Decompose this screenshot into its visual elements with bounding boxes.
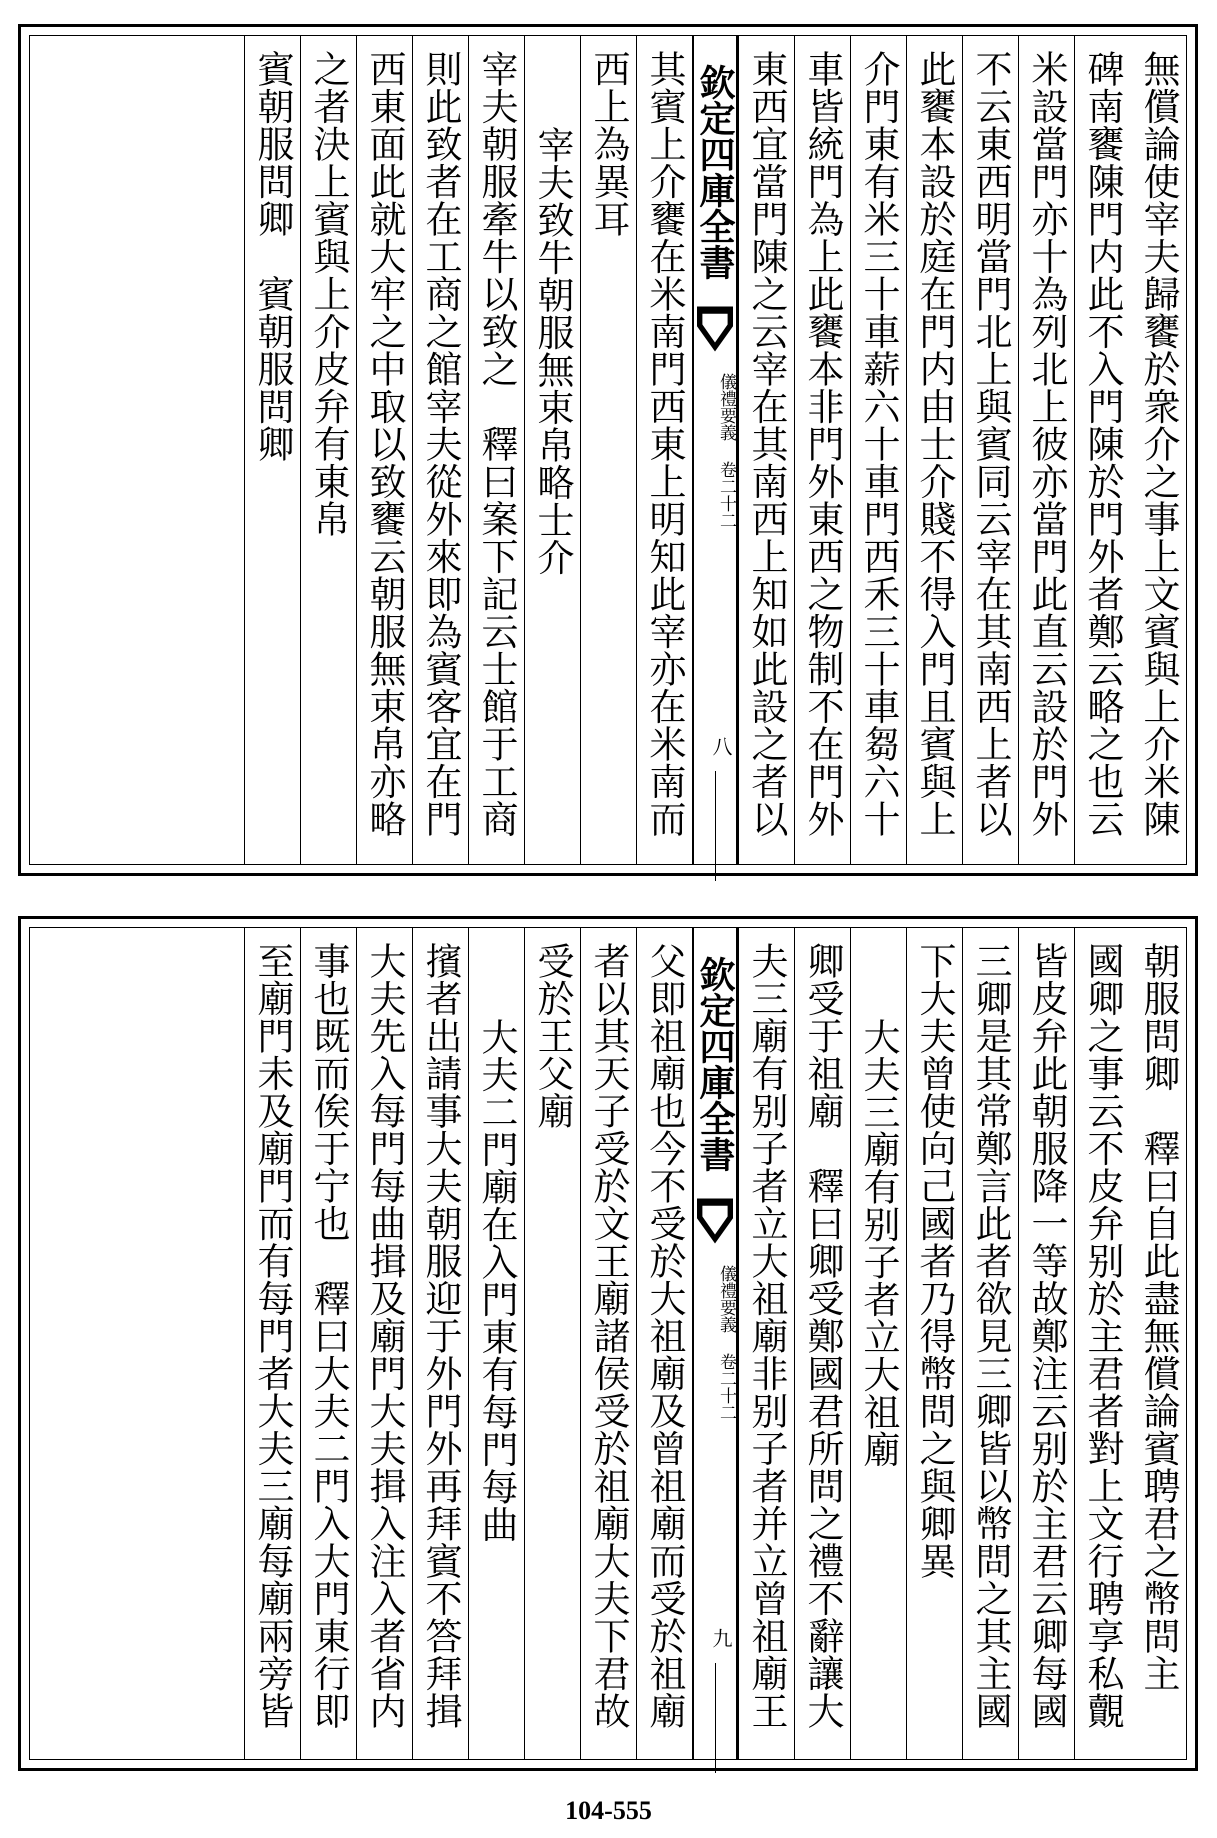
text-column: 賓朝服問卿 賓朝服問卿 — [244, 36, 300, 864]
text-column: 西東面此就大牢之中取以致饔云朝服無束帛亦略 — [356, 36, 412, 864]
text-column: 大夫先入每門每曲揖及廟門大夫揖入注入者省内 — [356, 928, 412, 1759]
text-column: 此饔本設於庭在門内由士介賤不得入門且賓與上 — [906, 36, 962, 864]
text-column: 擯者出請事大夫朝服迎于外門外再拜賓不答拜揖 — [412, 928, 468, 1759]
text-column: 宰夫朝服牽牛以致之 釋曰案下記云士館于工商 — [468, 36, 524, 864]
text-column: 其賓上介饔在米南門西東上明知此宰亦在米南而 — [636, 36, 692, 864]
gutter-rule — [715, 1663, 716, 1773]
top-page-frame — [18, 24, 1198, 876]
text-column: 下大夫曾使向己國者乃得幣問之與卿異 — [906, 928, 962, 1759]
text-column: 受於王父廟 — [524, 928, 580, 1759]
text-column: 卿受于祖廟 釋曰卿受鄭國君所問之禮不辭讓大 — [794, 928, 850, 1759]
text-column: 皆皮弁此朝服降一等故鄭注云别於主君云卿每國 — [1018, 928, 1074, 1759]
text-column: 碑南饔陳門内此不入門陳於門外者鄭云略之也云 — [1074, 36, 1130, 864]
volume-label: 儀禮要義 卷二十二 — [716, 373, 736, 529]
text-column: 至廟門未及廟門而有每門者大夫三廟每廟兩旁皆 — [244, 928, 300, 1759]
text-column: 事也既而俟于宁也 釋曰大夫二門入大門東行即 — [300, 928, 356, 1759]
bottom-page-frame — [18, 916, 1198, 1771]
collection-title: 欽定四庫全書 — [694, 64, 736, 280]
bottom-text-block — [29, 927, 1187, 1760]
text-column: 夫三廟有别子者立大祖廟非别子者并立曾祖廟王 — [738, 928, 794, 1759]
gutter-rule — [715, 771, 716, 881]
text-column: 宰夫致牛朝服無束帛略士介 — [524, 36, 580, 864]
collection-title: 欽定四庫全書 — [694, 956, 736, 1172]
text-column: 米設當門亦十為列北上彼亦當門此直云設於門外 — [1018, 36, 1074, 864]
text-column: 朝服問卿 釋曰自此盡無償論賓聘君之幣問主 — [1137, 942, 1180, 1692]
text-column: 父即祖廟也今不受於大祖廟及曾祖廟而受於祖廟 — [636, 928, 692, 1759]
text-column: 大夫三廟有别子者立大祖廟 — [850, 928, 906, 1759]
text-column: 不云東西明當門北上與賓同云宰在其南西上者以 — [962, 36, 1018, 864]
text-column: 國卿之事云不皮弁别於主君者對上文行聘享私覿 — [1074, 928, 1130, 1759]
text-column: 無償論使宰夫歸饔於衆介之事上文賓與上介米陳 — [1137, 50, 1180, 838]
folio-number: 八 — [709, 736, 733, 756]
text-column: 之者決上賓與上介皮弁有東帛 — [300, 36, 356, 864]
page-number: 104-555 — [565, 1796, 652, 1825]
center-gutter — [692, 928, 738, 1759]
text-column: 則此致者在工商之館宰夫從外來即為賓客宜在門 — [412, 36, 468, 864]
center-gutter — [692, 36, 738, 864]
text-column: 車皆統門為上此饔本非門外東西之物制不在門外 — [794, 36, 850, 864]
folio-number: 九 — [709, 1628, 733, 1648]
text-column: 東西宜當門陳之云宰在其南西上知如此設之者以 — [738, 36, 794, 864]
fish-tail-mark-icon — [697, 304, 733, 354]
text-column: 大夫二門廟在入門東有每門每曲 — [468, 928, 524, 1759]
fish-tail-mark-icon — [697, 1196, 733, 1246]
volume-label: 儀禮要義 卷二十二 — [716, 1265, 736, 1421]
text-column: 者以其天子受於文王廟諸侯受於祖廟大夫下君故 — [580, 928, 636, 1759]
text-column: 介門東有米三十車薪六十車門西禾三十車芻六十 — [850, 36, 906, 864]
text-column: 西上為異耳 — [580, 36, 636, 864]
top-text-block — [29, 35, 1187, 865]
text-column: 三卿是其常鄭言此者欲見三卿皆以幣問之其主國 — [962, 928, 1018, 1759]
